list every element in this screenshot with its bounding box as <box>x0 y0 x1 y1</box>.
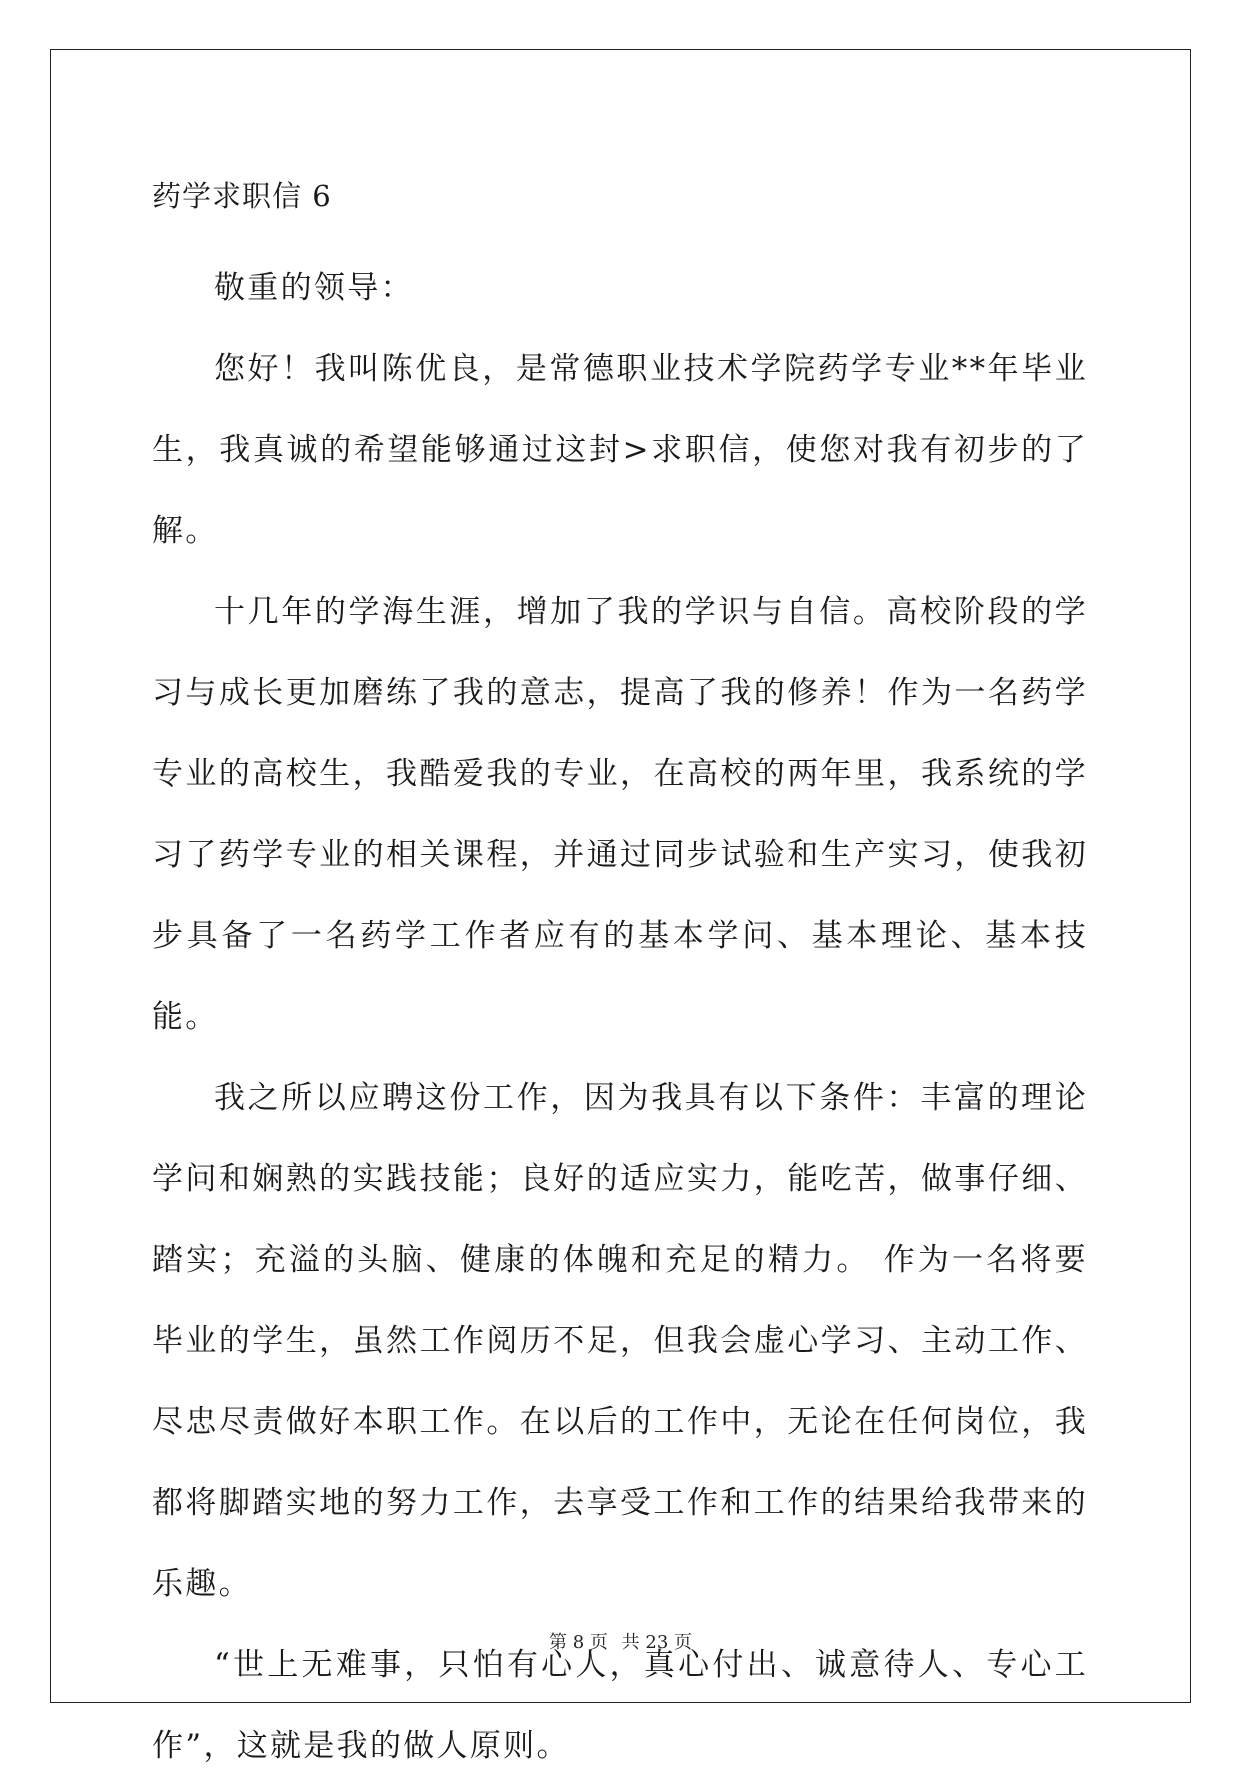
intro-paragraph: 您好！我叫陈优良，是常德职业技术学院药学专业**年毕业生，我真诚的希望能够通过这封>求职信，使您对我有初步的了解。 <box>152 351 1088 549</box>
page-number: 第 8 页 <box>549 1632 608 1653</box>
document-title: 药学求职信 6 <box>152 179 332 213</box>
page-total: 共 23 页 <box>621 1632 692 1653</box>
motto-paragraph: “世上无难事，只怕有心人，真心付出、诚意待人、专心工作”，这就是我的做人原则。 <box>152 1647 1088 1764</box>
page-footer <box>0 1628 1241 1654</box>
education-paragraph: 十几年的学海生涯，增加了我的学识与自信。高校阶段的学习与成长更加磨练了我的意志，提高了我的修养！作为一名药学专业的高校生，我酷爱我的专业，在高校的两年里，我系统的学习了药学专业的相关课程，并通过同步试验和生产实习，使我初步具备了一名药学工作者应有的基本学问、基本理论、基本技能。 <box>152 594 1088 1035</box>
salutation-paragraph: 敬重的领导： <box>214 270 414 306</box>
document-body <box>152 170 1088 1787</box>
qualifications-paragraph: 我之所以应聘这份工作，因为我具有以下条件：丰富的理论学问和娴熟的实践技能；良好的适应实力，能吃苦，做事仔细、踏实；充溢的头脑、健康的体魄和充足的精力。 作为一名将要毕业的学生，虽然工作阅历不足，但我会虚心学习、主动工作、尽忠尽责做好本职工作。在以后的工作中，无论在任何岗位，我都将脚踏实地的努力工作，去享受工作和工作的结果给我带来的乐趣。 <box>152 1080 1088 1602</box>
